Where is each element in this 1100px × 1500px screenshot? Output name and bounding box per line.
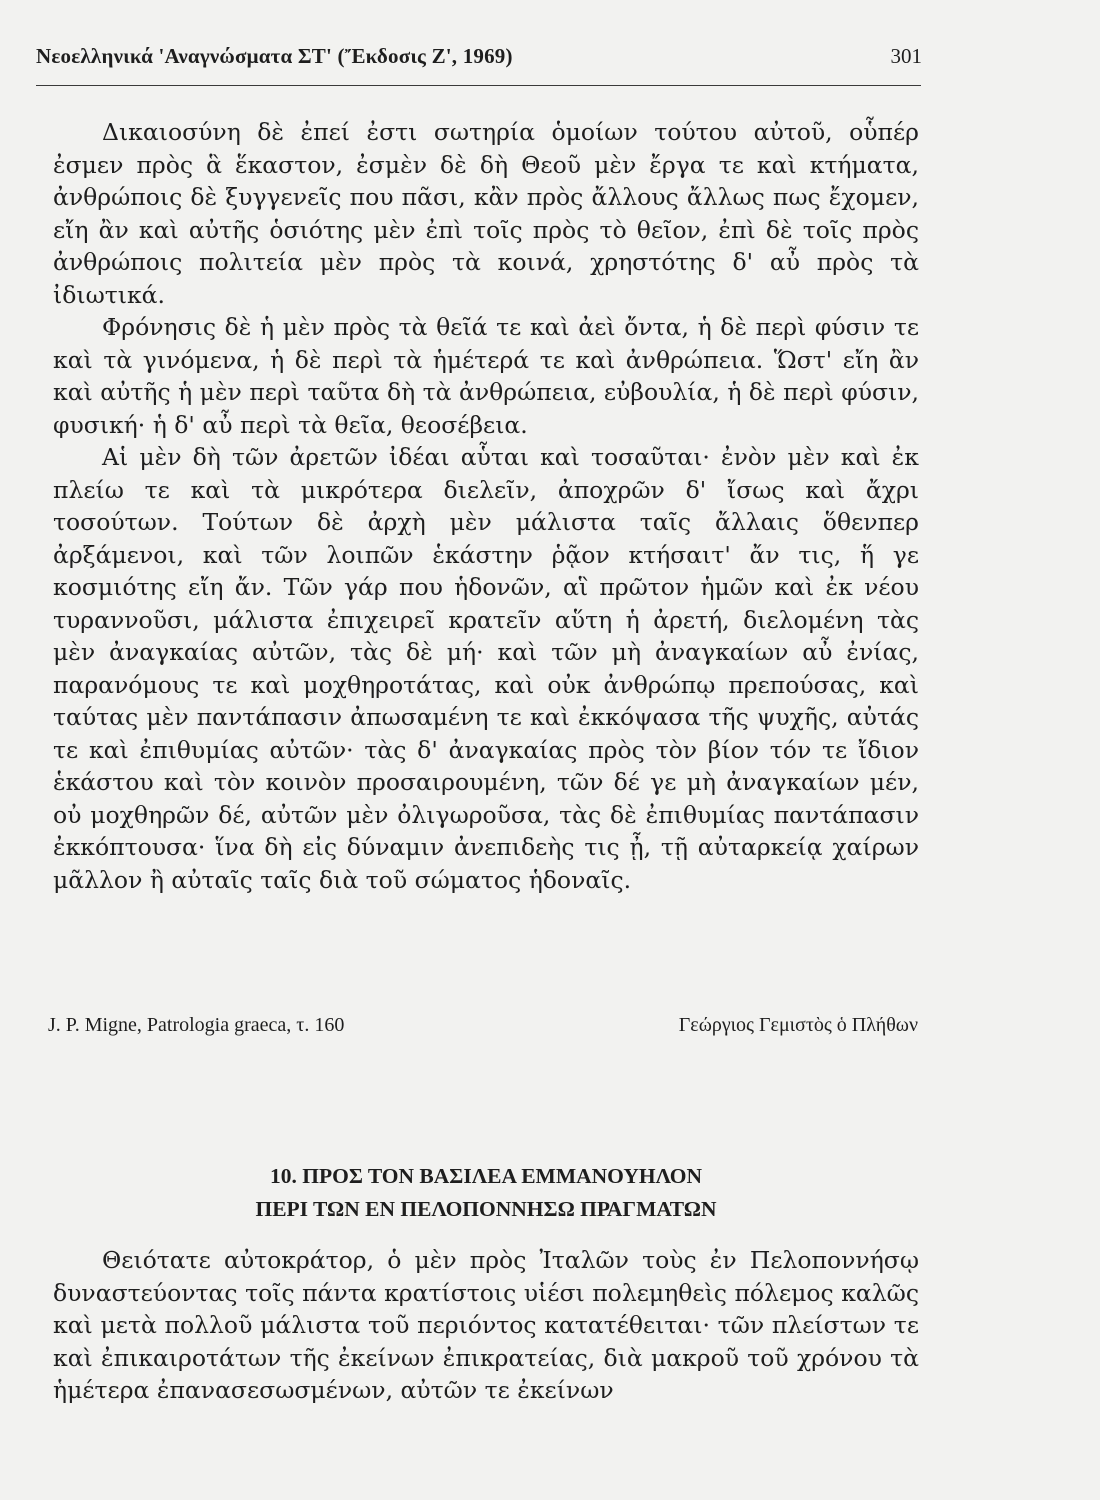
running-title: Νεοελληνικά 'Αναγνώσματα ΣΤ' (Ἔκδοσις Ζ', 1969): [36, 44, 513, 68]
paragraph-fronesis: Φρόνησις δὲ ἡ μὲν πρὸς τὰ θεῖά τε καὶ ἀεὶ ὄντα, ἡ δὲ περὶ φύσιν τε καὶ τὰ γινόμενα, ἡ δὲ περὶ τὰ ἡμέτερά τε καὶ ἀνθρώπεια. Ὥστ' εἴη ἂν καὶ αὐτῆς ἡ μὲν περὶ ταῦτα δὴ τὰ ἀνθρώπεια, εὐβουλία, ἡ δὲ περὶ φύσιν, φυσική· ἡ δ' αὖ περὶ τὰ θεῖα, θεοσέβεια.: [53, 313, 919, 439]
author-name: Γεώργιος Γεμιστὸς ὁ Πλήθων: [678, 1014, 918, 1036]
section-title-line-1: 10. ΠΡΟΣ ΤΟΝ ΒΑΣΙΛΕΑ ΕΜΜΑΝΟΥΗΛΟΝ: [269, 1164, 702, 1188]
plethon-text: [53, 116, 919, 896]
header-rule: [36, 85, 921, 86]
letter-text: [53, 1244, 919, 1407]
source-citation: J. P. Migne, Patrologia graeca, τ. 160: [48, 1014, 345, 1036]
section-title-line-2: ΠΕΡΙ ΤΩΝ ΕΝ ΠΕΛΟΠΟΝΝΗΣΩ ΠΡΑΓΜΑΤΩΝ: [255, 1197, 717, 1221]
page-number: 301: [890, 44, 922, 68]
paragraph-dikaiosyne: Δικαιοσύνη δὲ ἐπεί ἐστι σωτηρία ὁμοίων τούτου αὐτοῦ, οὗπέρ ἐσμεν πρὸς ἃ ἕκαστον, ἐσμὲν δὲ δὴ Θεοῦ μὲν ἔργα τε καὶ κτήματα, ἀνθρώποις δὲ ξυγγενεῖς που πᾶσι, κἂν πρὸς ἄλλους ἄλλως πως ἔχομεν, εἴη ἂν καὶ αὐτῆς ὁσιότης μὲν ἐπὶ τοῖς πρὸς τὸ θεῖον, ἐπὶ δὲ τοῖς πρὸς ἀνθρώποις πολιτεία μὲν πρὸς τὰ κοινά, χρηστότης δ' αὖ πρὸς τὰ ἰδιωτικά.: [53, 118, 919, 309]
section-title: [53, 1160, 919, 1226]
paragraph-letter-opening: Θειότατε αὐτοκράτορ, ὁ μὲν πρὸς Ἰταλῶν τοὺς ἐν Πελοποννήσῳ δυναστεύοντας τοῖς πάντα κρατίστοις υἱέσι πολεμηθεὶς πόλεμος καλῶς καὶ μετὰ πολλοῦ μάλιστα τοῦ περιόντος κατατέθειται· τῶν πλείστων τε καὶ ἐπικαιροτάτων τῆς ἐκείνων ἐπικρατείας, διὰ μακροῦ τοῦ χρόνου τὰ ἡμέτερα ἐπανασεσωσμένων, αὐτῶν τε ἐκείνων: [53, 1246, 919, 1404]
paragraph-aretai: Αἱ μὲν δὴ τῶν ἀρετῶν ἰδέαι αὗται καὶ τοσαῦται· ἐνὸν μὲν καὶ ἐκ πλείω τε καὶ τὰ μικρότερα διελεῖν, ἀποχρῶν δ' ἴσως καὶ ἄχρι τοσούτων. Τούτων δὲ ἀρχὴ μὲν μάλιστα ταῖς ἄλλαις ὅθενπερ ἀρξάμενοι, καὶ τῶν λοιπῶν ἑκάστην ῥᾷον κτήσαιτ' ἄν τις, ἥ γε κοσμιότης εἴη ἄν. Τῶν γάρ που ἡδονῶν, αἳ πρῶτον ἡμῶν καὶ ἐκ νέου τυραννοῦσι, μάλιστα ἐπιχειρεῖ κρατεῖν αὕτη ἡ ἀρετή, διελομένη τὰς μὲν ἀναγκαίας αὐτῶν, τὰς δὲ μή· καὶ τῶν μὴ ἀναγκαίων αὖ ἐνίας, παρανόμους τε καὶ μοχθηροτάτας, καὶ οὐκ ἀνθρώπῳ πρεπούσας, καὶ ταύτας μὲν παντάπασιν ἀπωσαμένη τε καὶ ἐκκόψασα τῆς ψυχῆς, αὐτάς τε καὶ ἐπιθυμίας αὐτῶν· τὰς δ' ἀναγκαίας πρὸς τὸν βίον τόν τε ἴδιον ἑκάστου καὶ τὸν κοινὸν προσαιρουμένη, τῶν δέ γε μὴ ἀναγκαίων μέν, οὐ μοχθηρῶν δέ, αὐτῶν μὲν ὀλιγωροῦσα, τὰς δὲ ἐπιθυμίας παντάπασιν ἐκκόπτουσα· ἵνα δὴ εἰς δύναμιν ἀνεπιδεὴς τις ᾖ, τῇ αὐταρκείᾳ χαίρων μᾶλλον ἢ αὐταῖς ταῖς διὰ τοῦ σώματος ἡδοναῖς.: [53, 443, 919, 894]
